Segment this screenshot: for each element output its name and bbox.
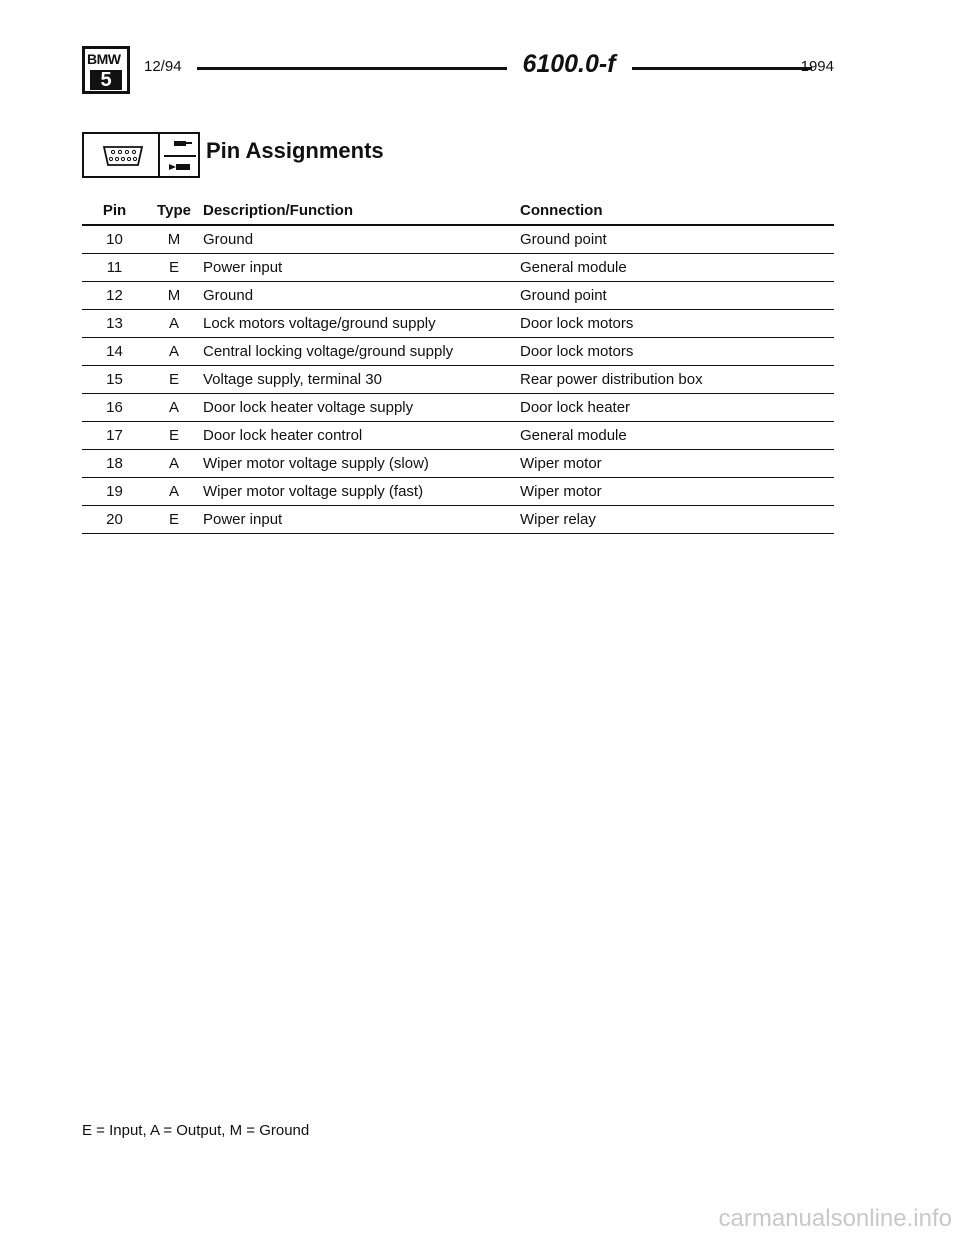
table-row (82, 254, 834, 282)
section-title-row (82, 132, 482, 178)
connector-icon (82, 132, 160, 178)
connection-cell: General module (520, 422, 834, 450)
pin-cell: 19 (82, 478, 147, 506)
description-cell: Wiper motor voltage supply (fast) (201, 478, 520, 506)
description-cell: Door lock heater control (201, 422, 520, 450)
table-row (82, 506, 834, 534)
logo-brand: BMW (87, 51, 121, 67)
table-row (82, 478, 834, 506)
type-cell: A (147, 394, 201, 422)
table-row (82, 366, 834, 394)
table-row (82, 225, 834, 254)
header-rule-left (197, 67, 507, 70)
description-cell: Lock motors voltage/ground supply (201, 310, 520, 338)
description-cell: Ground (201, 282, 520, 310)
table-row (82, 422, 834, 450)
connection-cell: Wiper relay (520, 506, 834, 534)
connection-cell: Door lock motors (520, 338, 834, 366)
pin-cell: 18 (82, 450, 147, 478)
pin-cell: 16 (82, 394, 147, 422)
header-rule-right (632, 67, 812, 70)
pin-cell: 14 (82, 338, 147, 366)
table-row (82, 310, 834, 338)
pin-assignment-table (82, 197, 834, 534)
connection-cell: Wiper motor (520, 478, 834, 506)
pin-cell: 13 (82, 310, 147, 338)
type-cell: E (147, 254, 201, 282)
table-row (82, 394, 834, 422)
connection-cell: Rear power distribution box (520, 366, 834, 394)
column-header-description: Description/Function (201, 197, 520, 225)
table-header-row (82, 197, 834, 225)
type-cell: M (147, 225, 201, 254)
bmw-logo (82, 46, 130, 94)
type-cell: E (147, 506, 201, 534)
description-cell: Central locking voltage/ground supply (201, 338, 520, 366)
connection-cell: Door lock motors (520, 310, 834, 338)
pin-cell: 10 (82, 225, 147, 254)
page-title: Pin Assignments (206, 138, 384, 163)
table-row (82, 338, 834, 366)
table-row (82, 450, 834, 478)
description-cell: Voltage supply, terminal 30 (201, 366, 520, 394)
type-cell: M (147, 282, 201, 310)
description-cell: Door lock heater voltage supply (201, 394, 520, 422)
type-legend-footnote: E = Input, A = Output, M = Ground (82, 1122, 310, 1139)
pin-cell: 17 (82, 422, 147, 450)
column-header-connection: Connection (520, 197, 834, 225)
type-cell: A (147, 338, 201, 366)
connection-cell: General module (520, 254, 834, 282)
connection-cell: Ground point (520, 282, 834, 310)
header-year: 1994 (800, 58, 834, 75)
pin-cell: 20 (82, 506, 147, 534)
connection-cell: Ground point (520, 225, 834, 254)
description-cell: Power input (201, 254, 520, 282)
table-row (82, 282, 834, 310)
pin-cell: 12 (82, 282, 147, 310)
type-cell: A (147, 478, 201, 506)
type-cell: A (147, 310, 201, 338)
pin-cell: 15 (82, 366, 147, 394)
page-header (82, 46, 834, 98)
column-header-pin: Pin (82, 197, 147, 225)
pin-cell: 11 (82, 254, 147, 282)
type-cell: E (147, 422, 201, 450)
connection-cell: Wiper motor (520, 450, 834, 478)
document-code: 6100.0-f (522, 50, 616, 78)
type-cell: E (147, 366, 201, 394)
logo-model: 5 (90, 70, 122, 90)
column-header-type: Type (147, 197, 201, 225)
header-date: 12/94 (144, 58, 182, 75)
connection-cell: Door lock heater (520, 394, 834, 422)
description-cell: Ground (201, 225, 520, 254)
description-cell: Wiper motor voltage supply (slow) (201, 450, 520, 478)
type-cell: A (147, 450, 201, 478)
input-output-icon (160, 132, 200, 178)
description-cell: Power input (201, 506, 520, 534)
watermark: carmanualsonline.info (718, 1205, 952, 1232)
